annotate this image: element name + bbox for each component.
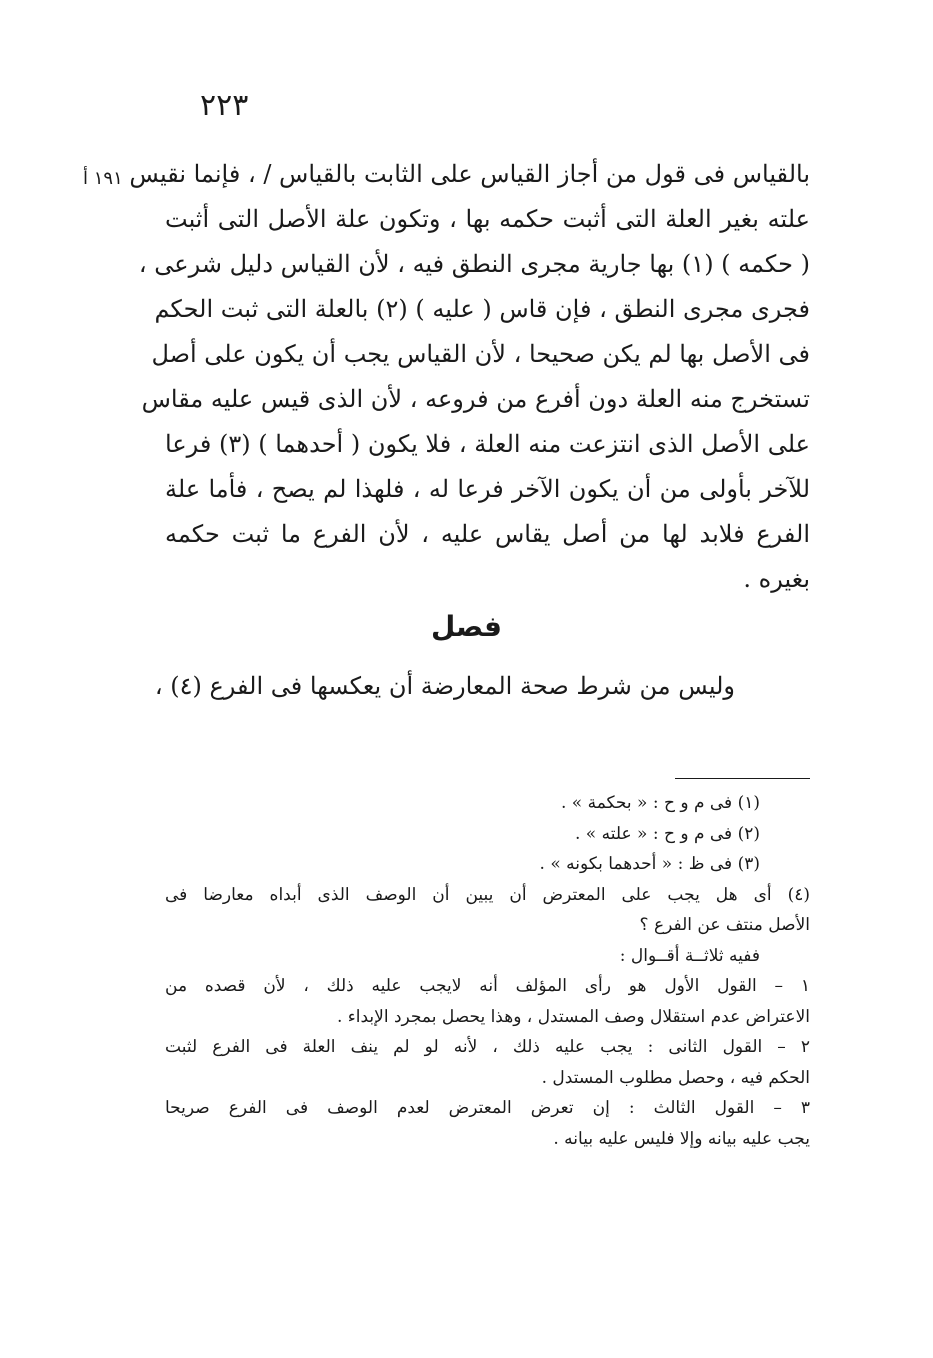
body-line: بالقياس فى قول من أجاز القياس على الثابت بالقياس / ، فإنما نقيس [129, 160, 810, 188]
footnote-line: الحكم فيه ، وحصل مطلوب المستدل . [541, 1067, 810, 1088]
footnotes [165, 788, 810, 1154]
margin-folio-note: ١٩١ أ [83, 168, 123, 189]
footnote-line: يجب عليه بيانه وإلا فليس عليه بيانه . [553, 1128, 810, 1149]
body-line: الفرع فلابد لها من أصل يقاس عليه ، لأن الفرع ما ثبت حكمه [165, 520, 810, 548]
footnote-line: ١ – القول الأول هو رأى المؤلف أنه لايجب عليه ذلك ، لأن قصده من [165, 976, 810, 996]
footnote-line: ففيه ثلاثــة أقــوال : [619, 945, 760, 966]
page-number: ٢٢٣ [200, 88, 249, 123]
body-line: تستخرج منه العلة دون أفرع من فروعه ، لأن الذى قيس عليه مقاس [141, 385, 810, 413]
main-body-text [129, 152, 810, 602]
body-line: للآخر بأولى من أن يكون الآخر فرعا له ، فلهذا لم يصح ، فأما علة [165, 475, 810, 503]
footnote-line: (٢) فى م و ح : « علته » . [574, 823, 760, 844]
body-line: ( حكمه ) (١) بها جارية مجرى النطق فيه ، لأن القياس دليل شرعى ، [138, 250, 810, 278]
body-line: على الأصل الذى انتزعت منه العلة ، فلا يكون ( أحدهما ) (٣) فرعا [165, 430, 810, 458]
footnote-line: (٣) فى ظ : « أحدهما بكونه » . [539, 854, 760, 874]
body-line: علته بغير العلة التى أثبت حكمه بها ، وتكون علة الأصل التى أثبت [165, 205, 810, 233]
footnote-line: الأصل منتف عن الفرع ؟ [639, 915, 810, 935]
footnote-line: (٤) أى هل يجب على المعترض أن يبين أن الوصف الذى أبداه معارضا فى [165, 884, 810, 905]
section-heading: فصل [431, 610, 502, 643]
footnote-line: (١) فى م و ح : « بحكمة » . [560, 793, 760, 813]
section-text: وليس من شرط صحة المعارضة أن يعكسها فى الفرع (٤) ، [154, 672, 735, 700]
body-line: فجرى مجرى النطق ، فإن قاس ( عليه ) (٢) بالعلة التى ثبت الحكم [154, 295, 810, 323]
footnote-line: الاعتراض عدم استقلال وصف المستدل ، وهذا يحصل بمجرد الإبداء . [336, 1006, 810, 1027]
footnote-line: ٣ – القول الثالث : إن تعرض المعترض لعدم الوصف فى الفرع صريحا [165, 1098, 810, 1118]
body-line: فى الأصل بها لم يكن صحيحا ، لأن القياس يجب أن يكون على أصل [151, 340, 810, 368]
body-line: بغيره . [743, 565, 810, 593]
footnote-line: ٢ – القول الثانى : يجب عليه ذلك ، لأنه لو لم ينف العلة فى الفرع لثبت [165, 1037, 810, 1057]
footnote-divider [675, 778, 810, 779]
